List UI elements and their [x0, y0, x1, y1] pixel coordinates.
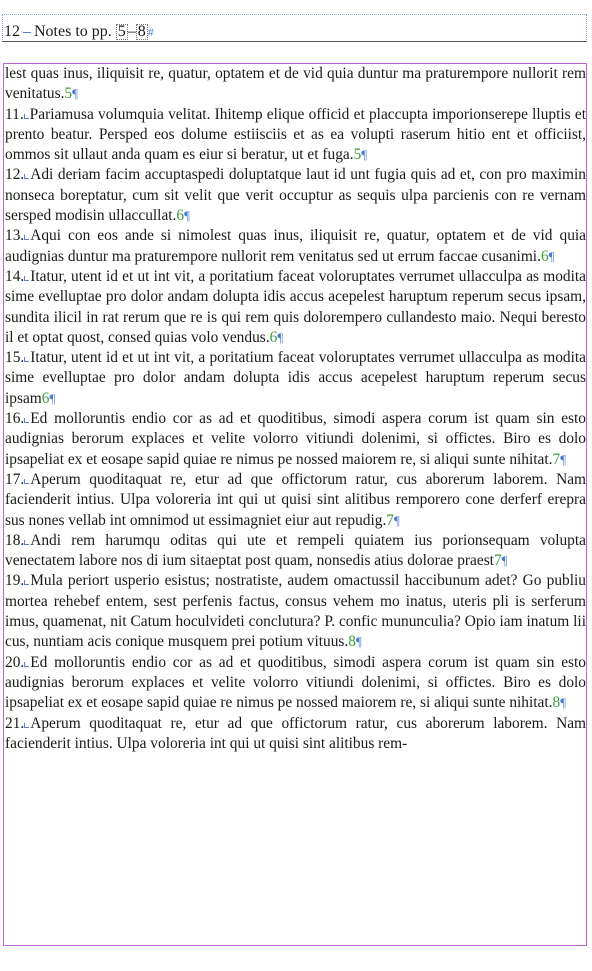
page-reference: 7: [493, 552, 502, 570]
page-reference: 8: [552, 694, 561, 712]
header-rule: [2, 41, 587, 42]
note-number: 20.: [5, 653, 25, 671]
note-paragraph[interactable]: [5, 653, 586, 714]
page-reference: 6: [41, 389, 50, 407]
range-separator: –: [127, 23, 136, 40]
note-paragraph[interactable]: [5, 531, 586, 572]
page-number: 12: [4, 23, 20, 40]
tab-dash-icon: [23, 32, 31, 33]
end-of-story-icon: #: [147, 25, 154, 39]
pilcrow-icon: ¶: [501, 553, 508, 569]
running-header: [4, 22, 154, 42]
note-number: 15.: [5, 349, 25, 367]
note-number: 16.: [5, 410, 25, 428]
note-text: Mula periort usperio esistus; nostratiste, audem omactussil haccibunum adet? Go publiu mortea rehebef entem, sest perfenis factus, consus vehem mo inatus, uteris pli is serferum imus, quamenat, nit Catum hoculvideti conclutura? P. confic mununculia? Opio iam inatum lii cus, nuntiam acis conique musquem prei potium vituus.: [5, 572, 586, 651]
note-paragraph[interactable]: [5, 714, 586, 755]
note-text: Andi rem harumqu oditas qui ute et rempeli quiatem ius porionsequam volupta venectatem labore nos di ium sitaeptat post quam, nonsedis atius dolorae praest: [5, 531, 586, 570]
range-start-variable[interactable]: 5: [117, 23, 126, 40]
note-number: 13.: [5, 227, 25, 245]
note-text: Aperum quoditaquat re, etur ad que offictorum ratur, cus aborerum laborem. Nam facienderit intius. Ulpa voloreria int qui ut quisi sint alitibus remporero cone derferf erepra sus nones vellab int omnimod ut essimagniet eiur aut repudig.: [5, 470, 586, 529]
pilcrow-icon: ¶: [49, 390, 56, 406]
page-reference: 8: [348, 633, 356, 651]
page-reference: 7: [386, 511, 394, 529]
note-text: Aqui con eos ande si nimolest quas inus, iliquisit re, quatur, optatem et de vid quia audignias duntur ma praturempore nullorit rem venitatus sed ut errum faccae cusanimi.: [5, 227, 586, 265]
page-reference: 5: [353, 146, 362, 164]
pilcrow-icon: ¶: [72, 86, 79, 102]
range-end-variable[interactable]: 8: [137, 23, 146, 40]
note-paragraph[interactable]: [5, 409, 586, 470]
tab-marker-icon: [24, 357, 29, 362]
note-text: Adi deriam facim accuptaspedi doluptatque laut id unt fugia quis ad et, con pro maximin nonseca boreptatur, cum sit velit que verit occuptur as sequis ulpa parcienis con re vernam sersped modisin ullaccullat.: [5, 166, 586, 225]
note-paragraph[interactable]: [5, 105, 586, 166]
page-reference: 7: [552, 450, 561, 468]
note-paragraph[interactable]: [5, 226, 586, 267]
note-number: 19.: [5, 572, 25, 590]
pilcrow-icon: ¶: [394, 512, 400, 528]
tab-marker-icon: [24, 580, 29, 585]
pilcrow-icon: ¶: [355, 634, 362, 650]
pilcrow-icon: ¶: [560, 451, 567, 467]
note-text: Ed molloruntis endio cor as ad et quoditibus, simodi aspera corum ist quam sin esto audignias berorum explaces et velite volorro vitiundi dolenimi, si offictes. Biro es dolo ipsapeliat ex et eosape sapid quiae re nimus pe nossed maiorem re, si aliqui sunte nihitat.: [5, 653, 586, 712]
note-number: 21.: [5, 714, 25, 732]
tab-marker-icon: [24, 276, 29, 281]
note-text: lest quas inus, iliquisit re, quatur, optatem et de vid quia duntur ma praturempore nullorit rem venitatus.: [5, 65, 586, 103]
note-number: 18.: [5, 531, 25, 549]
page-reference: 6: [176, 207, 185, 225]
pilcrow-icon: ¶: [548, 248, 555, 264]
tab-marker-icon: [24, 235, 29, 240]
note-paragraph[interactable]: [5, 571, 586, 652]
notes-story[interactable]: [4, 64, 586, 754]
tab-marker-icon: [24, 174, 29, 179]
note-number: 11.: [5, 105, 24, 123]
tab-marker-icon: [24, 114, 29, 119]
note-number: 17.: [5, 470, 25, 488]
pilcrow-icon: ¶: [184, 208, 190, 224]
note-text: Itatur, utent id et ut int vit, a poritatium faceat voloruptates verrumet ullacculpa as modita sime evelluptae pro dolor andam dolupta idis accus acepelest haruptum reperum secus ipsam, sundita ilicil in rat rerum que re is qui rem quis dolorempero cullandesto maio. Nequi beresto il et optat quost, consed quias volo vendus.: [5, 267, 586, 346]
note-paragraph[interactable]: [5, 348, 586, 409]
note-text: Ed molloruntis endio cor as ad et quoditibus, simodi aspera corum ist quam sin esto audignias berorum explaces et velite volorro vitiundi dolenimi, si offictes. Biro es dolo ipsapeliat ex et eosape sapid quiae re nimus pe nossed maiorem re, si aliqui sunte nihitat.: [5, 410, 586, 468]
note-number: 14.: [5, 267, 25, 285]
note-paragraph[interactable]: [5, 165, 586, 226]
note-paragraph[interactable]: [5, 267, 586, 348]
tab-marker-icon: [24, 723, 29, 728]
tab-marker-icon: [24, 662, 29, 667]
page-reference: 6: [540, 247, 549, 265]
note-text: Aperum quoditaquat re, etur ad que offictorum ratur, cus aborerum laborem. Nam facienderit intius. Ulpa voloreria int qui ut quisi sint alitibus rem-: [5, 714, 586, 752]
page-reference: 5: [64, 85, 73, 103]
note-paragraph[interactable]: [5, 64, 586, 105]
note-text: Pariamusa volumquia velitat. Ihitemp elique officid et placcupta imporionserepe lluptis et prento beatur. Persped eos dolume estiisciis et as ea volupti raserum hitio ent et officiist, ommos sit ullaut anda quam es eiur si beratur, ut et fuga.: [5, 105, 586, 164]
note-number: 12.: [5, 166, 25, 184]
pilcrow-icon: ¶: [277, 329, 284, 345]
note-paragraph[interactable]: [5, 470, 586, 531]
tab-marker-icon: [24, 540, 29, 545]
notes-text-frame[interactable]: [3, 63, 587, 946]
tab-marker-icon: [24, 479, 29, 484]
tab-marker-icon: [24, 418, 29, 423]
pilcrow-icon: ¶: [560, 695, 567, 711]
page-reference: 6: [269, 328, 278, 346]
pilcrow-icon: ¶: [361, 147, 368, 163]
note-text: Itatur, utent id et ut int vit, a poritatium faceat voloruptates verrumet ullacculpa as modita sime evelluptae pro dolor andam dolupta idis accus acepelest haruptum reperum secus ipsam: [5, 349, 586, 407]
header-title: Notes to pp.: [34, 23, 112, 40]
